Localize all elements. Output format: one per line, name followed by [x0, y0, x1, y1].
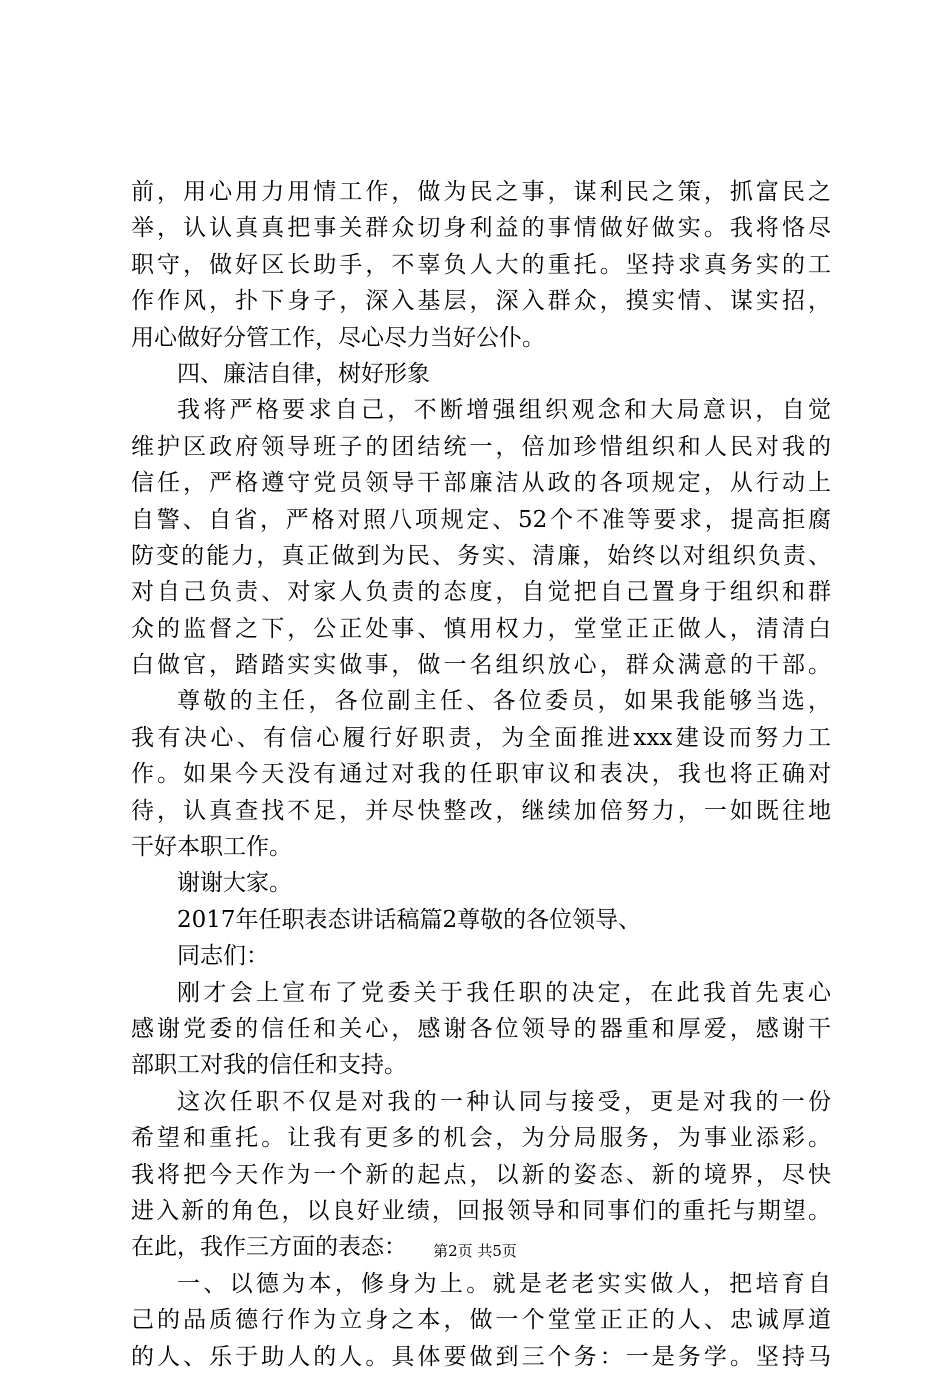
- text-line: 2017年任职表态讲话稿篇2尊敬的各位领导、: [177, 906, 642, 933]
- text-line: 我将把今天作为一个新的起点，以新的姿态、新的境界，尽快: [131, 1161, 831, 1188]
- text-line: 我有决心、有信心履行好职责，为全面推进xxx建设而努力工: [131, 724, 831, 751]
- text-line: 众的监督之下，公正处事、慎用权力，堂堂正正做人，清清白: [131, 615, 831, 642]
- text-line: 作作风，扑下身子，深入基层，深入群众，摸实情、谋实招，: [131, 288, 831, 315]
- text-line: 干好本职工作。: [131, 834, 292, 861]
- text-line: 待，认真查找不足，并尽快整改，继续加倍努力，一如既往地: [131, 797, 831, 824]
- text-line: 这次任职不仅是对我的一种认同与接受，更是对我的一份: [177, 1088, 831, 1115]
- page-footer: 第2页 共5页: [433, 1242, 517, 1260]
- text-line: 尊敬的主任，各位副主任、各位委员，如果我能够当选，: [177, 688, 831, 715]
- text-line: 信任，严格遵守党员领导干部廉洁从政的各项规定，从行动上: [131, 470, 831, 497]
- text-line: 举，认认真真把事关群众切身利益的事情做好做实。我将恪尽: [131, 215, 831, 242]
- text-line: 刚才会上宣布了党委关于我任职的决定，在此我首先衷心: [177, 979, 831, 1006]
- text-line: 对自己负责、对家人负责的态度，自觉把自己置身于组织和群: [131, 579, 831, 606]
- text-line: 白做官，踏踏实实做事，做一名组织放心，群众满意的干部。: [131, 652, 831, 679]
- text-line: 职守，做好区长助手，不辜负人大的重托。坚持求真务实的工: [131, 251, 831, 278]
- text-line: 一、以德为本，修身为上。就是老老实实做人，把培育自: [177, 1270, 831, 1297]
- body-text: [131, 174, 831, 1375]
- text-line: 四、廉洁自律，树好形象: [177, 360, 430, 387]
- text-line: 在此，我作三方面的表态：: [131, 1234, 407, 1261]
- text-line: 自警、自省，严格对照八项规定、52个不准等要求，提高拒腐: [131, 506, 831, 533]
- text-line: 前，用心用力用情工作，做为民之事，谋利民之策，抓富民之: [131, 179, 831, 205]
- text-line: 己的品质德行作为立身之本，做一个堂堂正正的人、忠诚厚道: [131, 1307, 831, 1334]
- text-line: 谢谢大家。: [177, 870, 292, 897]
- text-line: 进入新的角色，以良好业绩，回报领导和同事们的重托与期望。: [131, 1197, 831, 1224]
- text-line: 我将严格要求自己，不断增强组织观念和大局意识，自觉: [177, 397, 831, 424]
- text-line: 同志们：: [177, 943, 269, 970]
- text-line: 感谢党委的信任和关心，感谢各位领导的器重和厚爱，感谢干: [131, 1015, 831, 1042]
- text-line: 希望和重托。让我有更多的机会，为分局服务，为事业添彩。: [131, 1125, 831, 1152]
- text-line: 的人、乐于助人的人。具体要做到三个务：一是务学。坚持马: [131, 1343, 831, 1370]
- text-line: 维护区政府领导班子的团结统一，倍加珍惜组织和人民对我的: [131, 433, 831, 460]
- text-line: 防变的能力，真正做到为民、务实、清廉，始终以对组织负责、: [131, 542, 831, 569]
- text-line: 用心做好分管工作，尽心尽力当好公仆。: [131, 324, 545, 351]
- text-line: 部职工对我的信任和支持。: [131, 1052, 407, 1079]
- text-line: 作。如果今天没有通过对我的任职审议和表决，我也将正确对: [131, 761, 831, 788]
